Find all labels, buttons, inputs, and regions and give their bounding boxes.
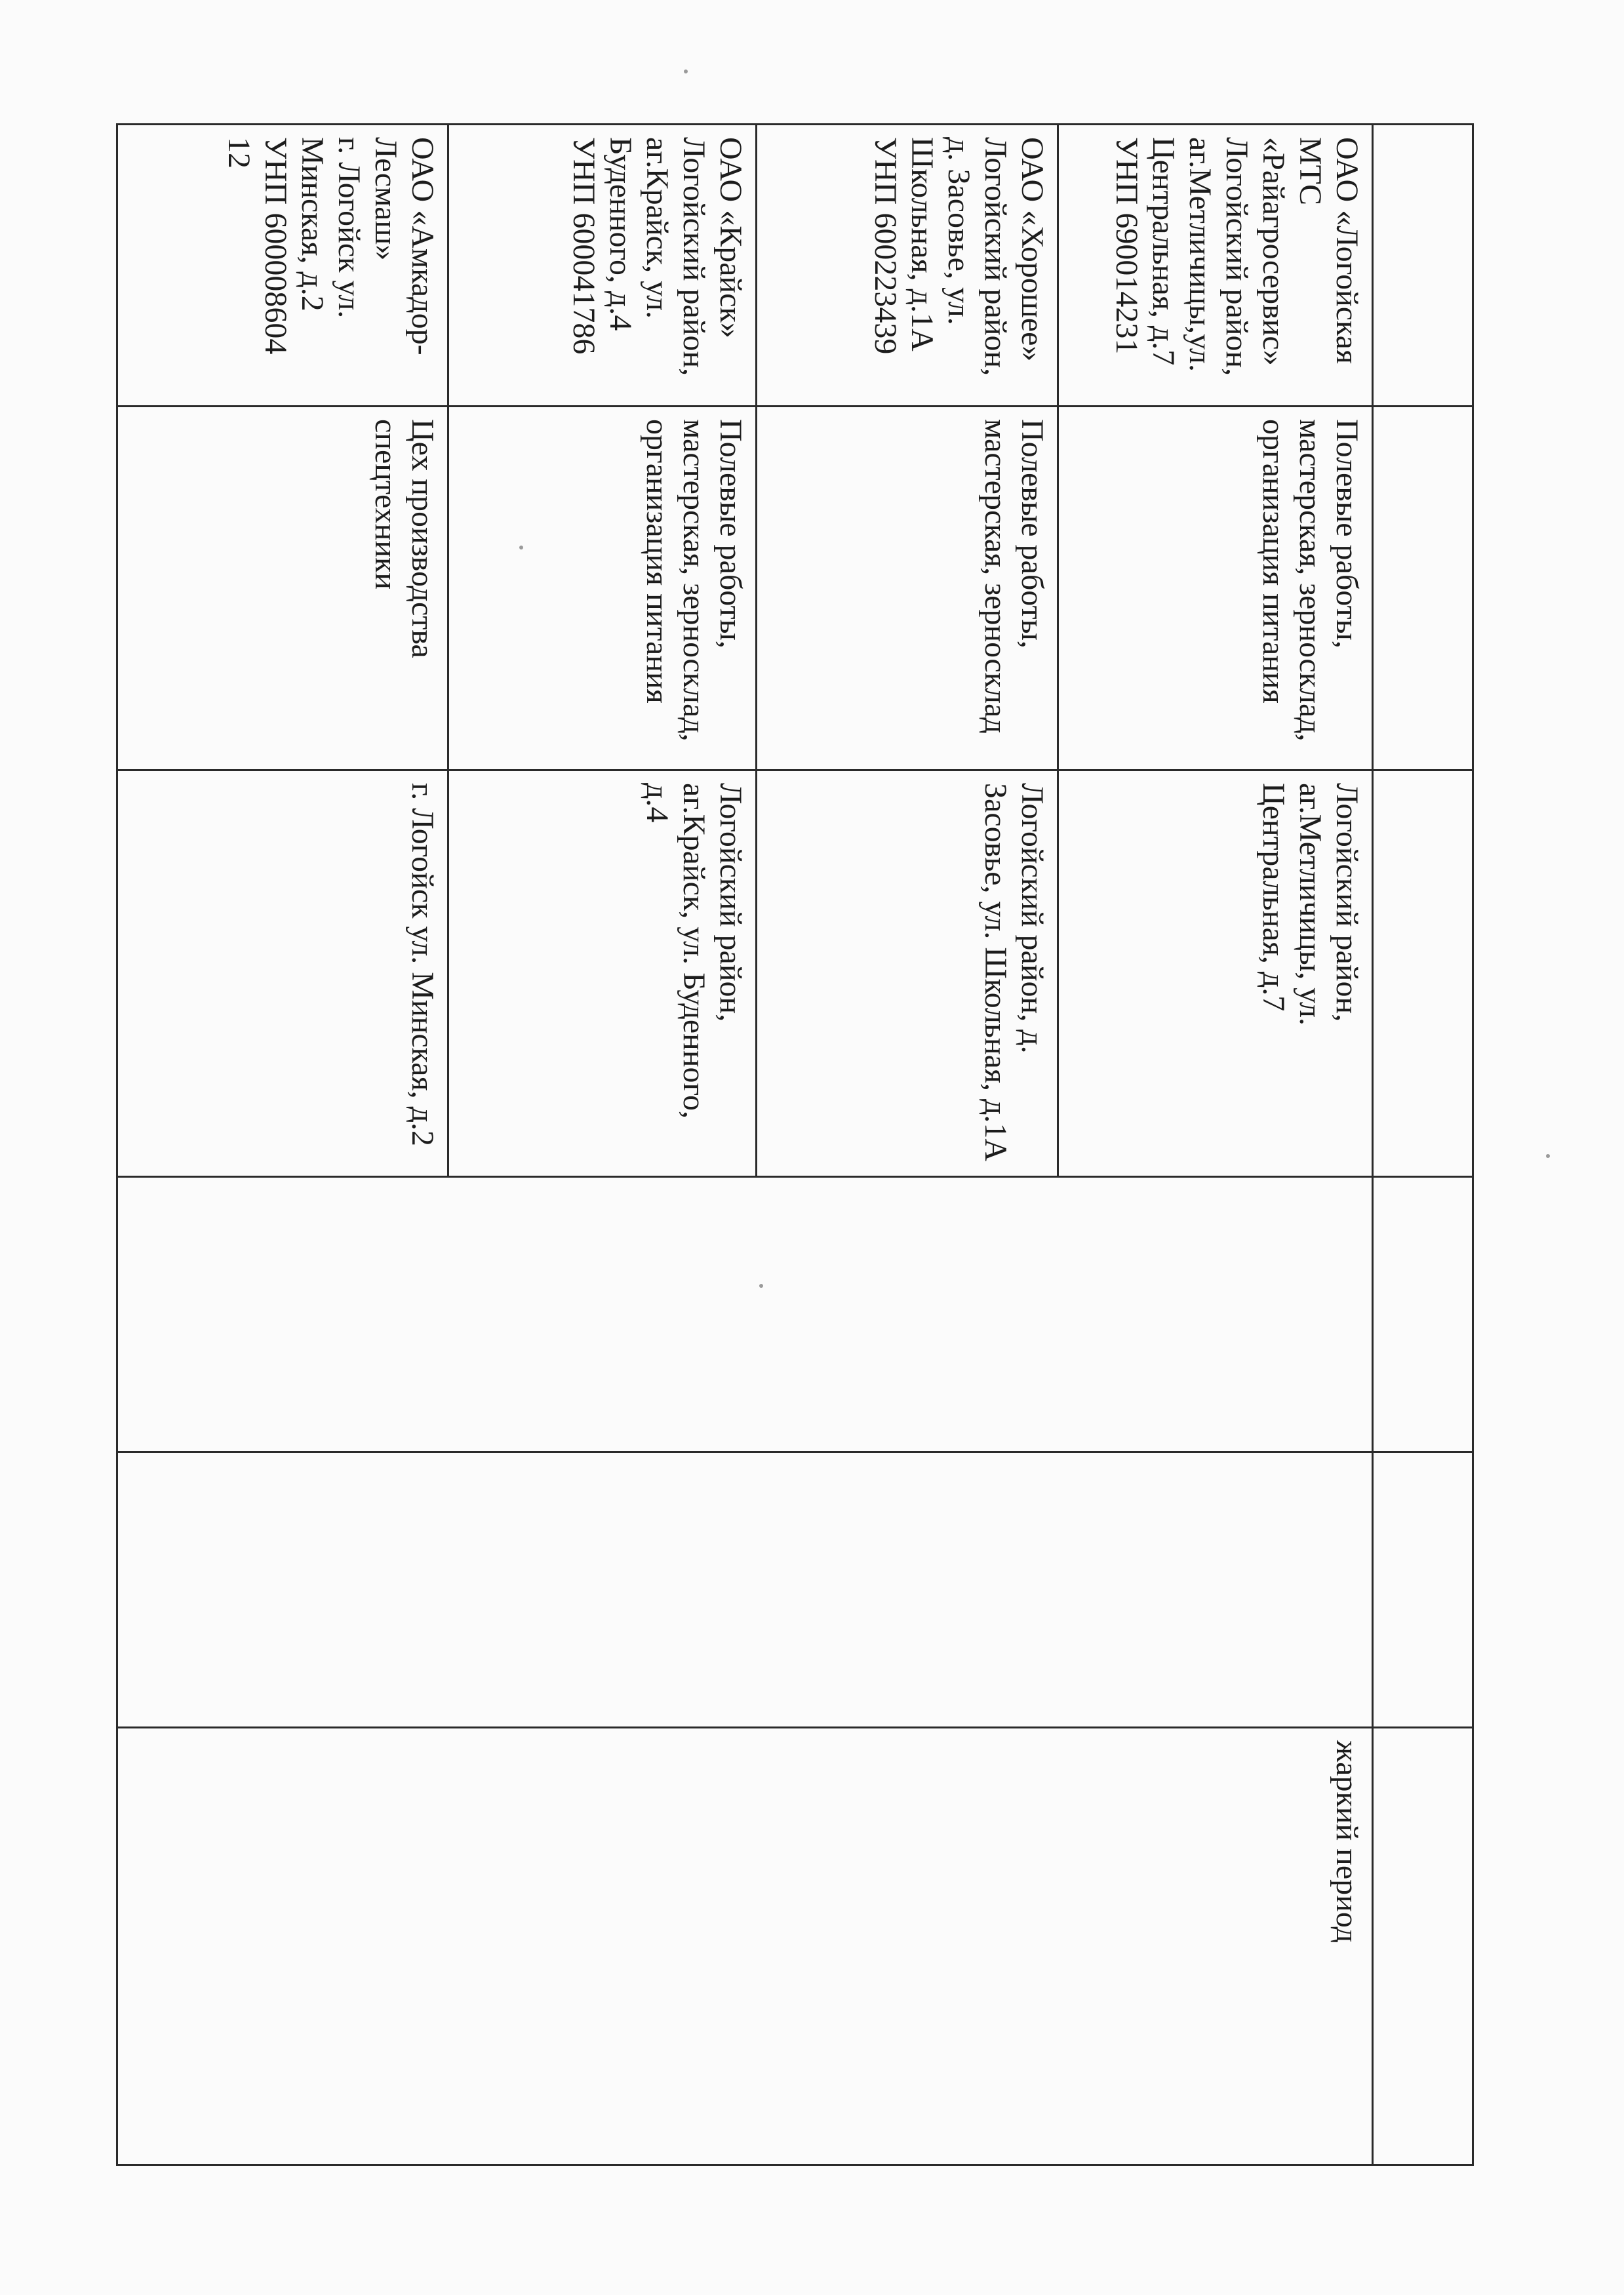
activity-cell: Полевые работы, мастерская, зерносклад bbox=[757, 407, 1058, 770]
address-cell: Логойский район, д. Засовье, ул. Школьная, д.1А bbox=[757, 770, 1058, 1177]
empty-cell bbox=[117, 1177, 1373, 1452]
header-cell bbox=[1373, 770, 1473, 1177]
org-cell: ОАО «Хорошее» Логойский район, д. Засовье, ул. Школьная, д.1А УНП 600223439 bbox=[757, 125, 1058, 407]
header-row bbox=[1373, 125, 1473, 2165]
org-cell: ОАО «Амкадор-Лесмаш» г. Логойск ул. Минская, д.2 УНП 600008604 12 bbox=[117, 125, 448, 407]
header-cell bbox=[1373, 1728, 1473, 2165]
rotated-page bbox=[116, 123, 1474, 2164]
empty-cell bbox=[117, 1452, 1373, 1728]
activity-cell: Полевые работы, мастерская, зерносклад, организация питания bbox=[448, 407, 757, 770]
period-cell: жаркий период bbox=[117, 1728, 1373, 2165]
header-cell bbox=[1373, 125, 1473, 407]
header-cell bbox=[1373, 407, 1473, 770]
address-cell: г. Логойск ул. Минская, д.2 bbox=[117, 770, 448, 1177]
org-cell: ОАО «Крайск» Логойский район, аг.Крайск, ул. Буденного, д.4 УНП 600041786 bbox=[448, 125, 757, 407]
header-cell bbox=[1373, 1452, 1473, 1728]
scan-speck bbox=[759, 1284, 763, 1288]
address-cell: Логойский район, аг.Метличицы, ул. Центральная, д.7 bbox=[1058, 770, 1373, 1177]
address-cell: Логойский район, аг.Крайск, ул. Буденного, д.4 bbox=[448, 770, 757, 1177]
activity-cell: Цех производства спецтехники bbox=[117, 407, 448, 770]
scan-speck bbox=[519, 546, 523, 549]
scan-speck bbox=[684, 70, 688, 73]
organizations-table bbox=[116, 123, 1474, 2166]
org-cell: ОАО «Логойская МТС «Райагросервис» Логойский район, аг.Метличицы,ул. Центральная, д.7 УНП 690014231 bbox=[1058, 125, 1373, 407]
table-row bbox=[1058, 125, 1373, 2165]
scan-speck bbox=[1546, 1154, 1550, 1158]
activity-cell: Полевые работы, мастерская, зерносклад, организация питания bbox=[1058, 407, 1373, 770]
header-cell bbox=[1373, 1177, 1473, 1452]
